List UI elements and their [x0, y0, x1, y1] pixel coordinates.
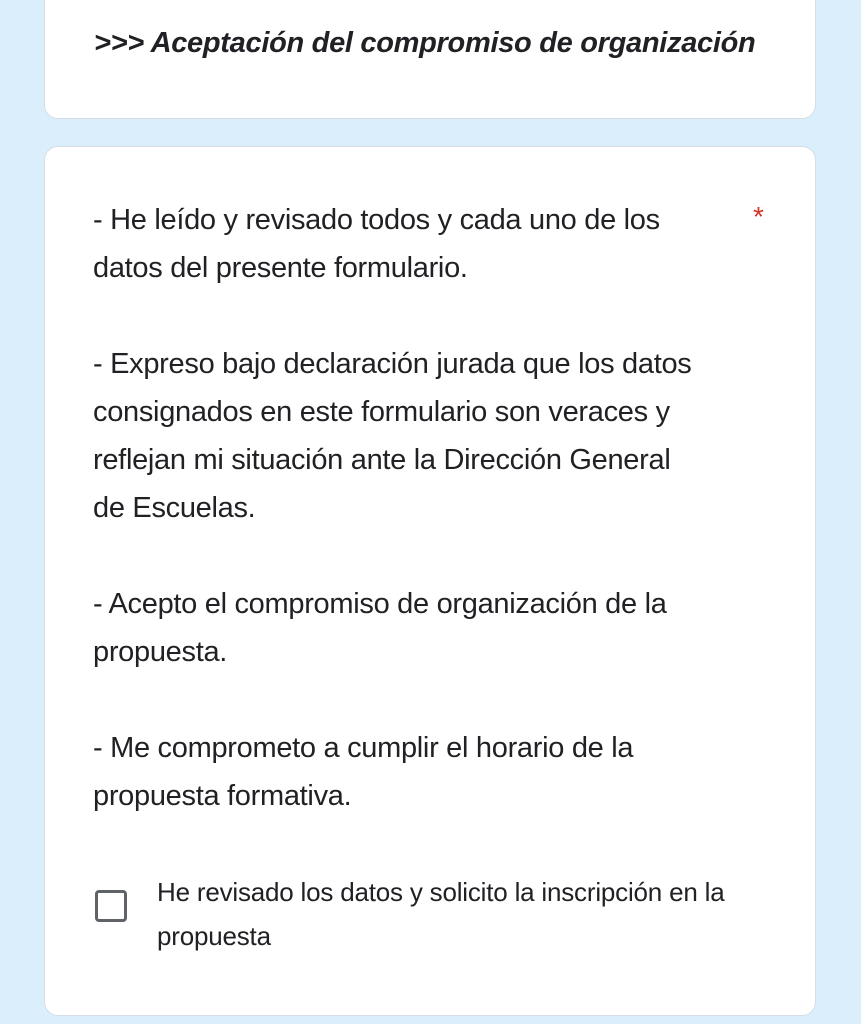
confirm-registration-checkbox[interactable]	[95, 890, 127, 922]
statement-read-data: - He leído y revisado todos y cada uno de los datos del presente formulario.	[93, 204, 660, 284]
confirm-registration-label[interactable]: He revisado los datos y solicito la inscripción en la propuesta	[157, 877, 725, 951]
section-header-card	[44, 0, 816, 119]
section-title: >>> Aceptación del compromiso de organización	[94, 27, 756, 59]
statement-sworn-declaration: - Expreso bajo declaración jurada que los datos consignados en este formulario son veraces y reflejan mi situación ante la Dirección General de Escuelas.	[93, 348, 692, 524]
required-asterisk: *	[753, 201, 764, 232]
statement-schedule-commitment: - Me comprometo a cumplir el horario de la propuesta formativa.	[93, 732, 634, 812]
statement-accept-commitment: - Acepto el compromiso de organización de la propuesta.	[93, 588, 667, 668]
question-card	[44, 146, 816, 1016]
question-text	[93, 196, 743, 868]
